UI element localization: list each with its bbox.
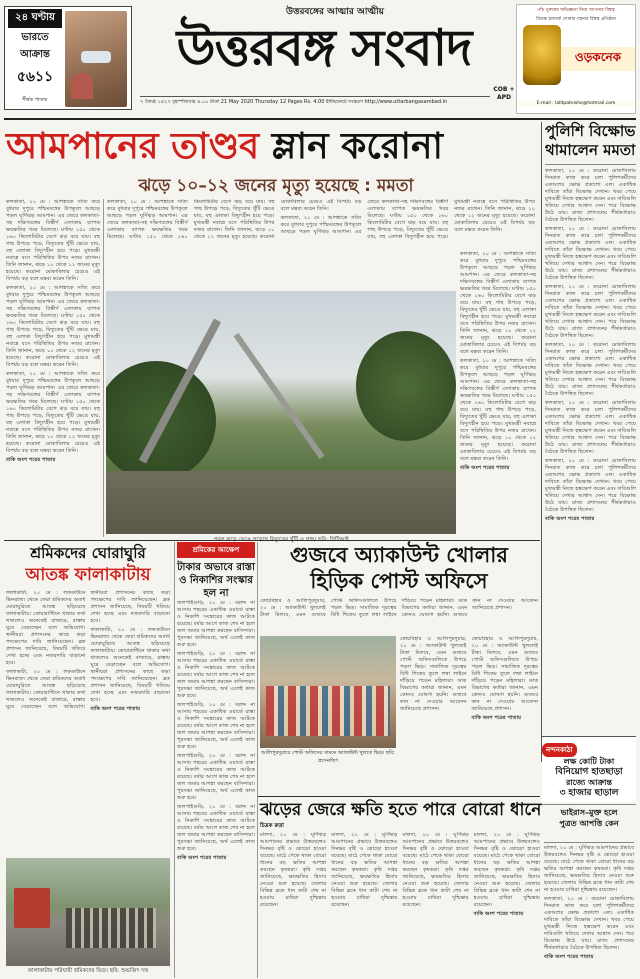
lead-body-right-text: কলকাতা, ২০ মে : আশঙ্কাকে সত্যি করে বুধবার দুপুরে পশ্চিমবঙ্গের উপকূলে আছড়ে পড়ল ঘূর্ণিঝড় আমপান। এর জেরে কলকাতা-সহ দক্ষিণবঙ্গের বিস্তীর্ণ এলাকায় ব্যাপক ক্ষয়ক্ষতির খবর মিলেছে। ঘণ্টায় ১৫০ থেকে ১৬০ কিলোমিটার বেগে ঝড় বয়ে যায়। বহু গাছ উপড়ে পড়ে, বিদ্যুতের খুঁটি ভেঙে যায়, বহু এলাকা বিদ্যুৎহীন হয়ে পড়ে। মুখ্যমন্ত্রী নবান্নে বসে পরিস্থিতির উপর নজর রাখেন। তিনি জানান, ঝড়ে ১০ থেকে ১২ জনের মৃত্যু হয়েছে। করোনা মোকাবিলার চেয়েও এই বিপর্যয় বড় বলে মন্তব্য করেন তিনি। <box>460 251 536 355</box>
lead-cont: বাকি অংশ পরের পাতায় <box>6 457 56 463</box>
paddy-body-text3: মালদা, ২০ মে : ঘূর্ণিঝড় আমপানের প্রভাবে উত্তরবঙ্গেও দিনভর বৃষ্টি ও ঝোড়ো হাওয়া বয়েছে। মাঠে পেকে থাকা বোরো ধানের বড় ক্ষতির আশঙ্কা করছেন কৃষকরা। কৃষি দপ্তর জানিয়েছে, ক্ষয়ক্ষতির হিসাব নেওয়া শুরু হয়েছে। জেলার বিভিন্ন ব্লকে ধান কাটা শেষ না হওয়ায় চাষিরা দুশ্চিন্তায় রয়েছেন। <box>402 832 469 908</box>
right-body-text2: কলকাতা, ২০ মে : করোনা মোকাবিলায় দিনরাত কাজ করে চলা পুলিশকর্মীদের একাংশের ক্ষোভ প্রকাশ্যে এল। একাধিক দাবিতে তাঁরা বিক্ষোভ দেখান। খবর পেয়ে মুখ্যমন্ত্রী নিজে হস্তক্ষেপ করেন এবং দাবিগুলি খতিয়ে দেখার আশ্বাস দেন। পরে বিক্ষোভ উঠে যায়। রাজ্য প্রশাসনের শীর্ষকর্তারাও বৈঠকে উপস্থিত ছিলেন। <box>545 226 636 281</box>
lead-body-left <box>6 199 100 537</box>
corona-box-text <box>8 9 62 105</box>
post-photo <box>260 636 396 748</box>
paddy-body-text2: মালদা, ২০ মে : ঘূর্ণিঝড় আমপানের প্রভাবে উত্তরবঙ্গেও দিনভর বৃষ্টি ও ঝোড়ো হাওয়া বয়েছে। মাঠে পেকে থাকা বোরো ধানের বড় ক্ষতির আশঙ্কা করছেন কৃষকরা। কৃষি দপ্তর জানিয়েছে, ক্ষয়ক্ষতির হিসাব নেওয়া শুরু হয়েছে। জেলার বিভিন্ন ব্লকে ধান কাটা শেষ না হওয়ায় চাষিরা দুশ্চিন্তায় রয়েছেন। <box>331 832 398 908</box>
post-body-right <box>400 636 538 776</box>
gold-jewellery-icon <box>523 25 561 85</box>
post-story <box>260 542 538 794</box>
lead-headline-b: ম্লান করোনা <box>271 125 443 167</box>
lead-body-mid-text2: কলকাতা, ২০ মে : আশঙ্কাকে সত্যি করে বুধবার দুপুরে পশ্চিমবঙ্গের উপকূলে আছড়ে পড়ল ঘূর্ণিঝড় আমপান। এর জেরে কলকাতা-সহ দক্ষিণবঙ্গের বিস্তীর্ণ এলাকায় ব্যাপক ক্ষয়ক্ষতির খবর মিলেছে। ঘণ্টায় ১৫০ থেকে ১৬০ কিলোমিটার বেগে ঝড় বয়ে যায়। বহু গাছ উপড়ে পড়ে, বিদ্যুতের খুঁটি ভেঙে যায়, বহু এলাকা বিদ্যুৎহীন হয়ে পড়ে। মুখ্যমন্ত্রী নবান্নে বসে পরিস্থিতির উপর নজর রাখেন। তিনি জানান, ঝড়ে ১০ থেকে ১২ জনের মৃত্যু হয়েছে। করোনা মোকাবিলার চেয়েও এই বিপর্যয় বড় বলে মন্তব্য করেন তিনি। <box>280 199 535 240</box>
lead-story <box>0 121 540 539</box>
right-body-text3: কলকাতা, ২০ মে : করোনা মোকাবিলায় দিনরাত কাজ করে চলা পুলিশকর্মীদের একাংশের ক্ষোভ প্রকাশ্যে এল। একাধিক দাবিতে তাঁরা বিক্ষোভ দেখান। খবর পেয়ে মুখ্যমন্ত্রী নিজে হস্তক্ষেপ করেন এবং দাবিগুলি খতিয়ে দেখার আশ্বাস দেন। পরে বিক্ষোভ উঠে যায়। রাজ্য প্রশাসনের শীর্ষকর্তারাও বৈঠকে উপস্থিত ছিলেন। <box>545 284 636 339</box>
paddy-body <box>260 832 540 976</box>
ad-text: বিশুদ্ধ হলমার্ক সোনার গহনার বিশ্বস্ত প্রতিষ্ঠান <box>536 17 616 22</box>
edition-mark: COB + APD <box>493 86 515 101</box>
ad-tag: পাঁচ পুরুষের অভিজ্ঞতা নিয়ে আপনার বিশ্বস্ত <box>537 8 615 13</box>
mid-rule <box>4 540 540 541</box>
masthead-dateline: ৭ জ্যৈষ্ঠ ১৪২৭ বৃহস্পতিবার ৪.০০ টাকা 21 May 2020 Thursday 12 Pages Rs. 4.00 ইন্টারনেটে সংস্করণ http://www.uttarbangasambad.in <box>140 99 448 105</box>
promo-headline-d: ৩ হাজার ছাড়াল <box>559 788 619 798</box>
money-body <box>177 600 255 974</box>
post-body-text2: কোচবিহার ও আলিপুরদুয়ার, ২০ মে : অ্যাকাউন্ট খুললেই টাকা মিলবে, এমন গুজবে পোস্ট অফিসগুলিতে উপচে পড়ল ভিড়। সামাজিক দূরত্বের বিধি শিকেয় তুলে লম্বা লাইনে দাঁড়িয়ে পড়েন মহিলারা। ডাক বিভাগের কর্তারা জানান, এমন কোনও ঘোষণা হয়নি। গুজবে কান না দেওয়ার আবেদন জানিয়েছে প্রশাসন। <box>400 636 467 712</box>
lead-body-repeat: কলকাতা, ২০ মে : আশঙ্কাকে সত্যি করে বুধবার দুপুরে পশ্চিমবঙ্গের উপকূলে আছড়ে পড়ল ঘূর্ণিঝড় আমপান। এর জেরে কলকাতা-সহ দক্ষিণবঙ্গের বিস্তীর্ণ এলাকায় ব্যাপক ক্ষয়ক্ষতির খবর মিলেছে। ঘণ্টায় ১৫০ থেকে ১৬০ কিলোমিটার বেগে ঝড় বয়ে যায়। বহু গাছ উপড়ে পড়ে, বিদ্যুতের খুঁটি ভেঙে যায়, বহু এলাকা বিদ্যুৎহীন হয়ে পড়ে। মুখ্যমন্ত্রী নবান্নে বসে পরিস্থিতির উপর নজর রাখেন। তিনি জানান, ঝড়ে ১০ থেকে ১২ জনের মৃত্যু হয়েছে। করোনা মোকাবিলার চেয়েও এই বিপর্যয় বড় বলে মন্তব্য করেন তিনি। <box>6 285 100 368</box>
top-rule <box>4 118 636 120</box>
paddy-body-text4: মালদা, ২০ মে : ঘূর্ণিঝড় আমপানের প্রভাবে উত্তরবঙ্গেও দিনভর বৃষ্টি ও ঝোড়ো হাওয়া বয়েছে। মাঠে পেকে থাকা বোরো ধানের বড় ক্ষতির আশঙ্কা করছেন কৃষকরা। কৃষি দপ্তর জানিয়েছে, ক্ষয়ক্ষতির হিসাব নেওয়া শুরু হয়েছে। জেলার বিভিন্ন ব্লকে ধান কাটা শেষ না হওয়ায় চাষিরা দুশ্চিন্তায় রয়েছেন। <box>473 832 540 908</box>
labour-story <box>4 542 172 978</box>
promo-box <box>542 736 636 802</box>
labour-col-rule <box>174 542 175 978</box>
lead-body: কলকাতা, ২০ মে : আশঙ্কাকে সত্যি করে বুধবার দুপুরে পশ্চিমবঙ্গের উপকূলে আছড়ে পড়ল ঘূর্ণিঝড় আমপান। এর জেরে কলকাতা-সহ দক্ষিণবঙ্গের বিস্তীর্ণ এলাকায় ব্যাপক ক্ষয়ক্ষতির খবর মিলেছে। ঘণ্টায় ১৫০ থেকে ১৬০ কিলোমিটার বেগে ঝড় বয়ে যায়। বহু গাছ উপড়ে পড়ে, বিদ্যুতের খুঁটি ভেঙে যায়, বহু এলাকা বিদ্যুৎহীন হয়ে পড়ে। মুখ্যমন্ত্রী নবান্নে বসে পরিস্থিতির উপর নজর রাখেন। তিনি জানান, ঝড়ে ১০ থেকে ১২ জনের মৃত্যু হয়েছে। করোনা মোকাবিলার চেয়েও এই বিপর্যয় বড় বলে মন্তব্য করেন তিনি। <box>6 199 100 282</box>
promo-headline-a: লক্ষ কোটি টাকা <box>563 757 615 766</box>
right-body-text4: কলকাতা, ২০ মে : করোনা মোকাবিলায় দিনরাত কাজ করে চলা পুলিশকর্মীদের একাংশের ক্ষোভ প্রকাশ্যে এল। একাধিক দাবিতে তাঁরা বিক্ষোভ দেখান। খবর পেয়ে মুখ্যমন্ত্রী নিজে হস্তক্ষেপ করেন এবং দাবিগুলি খতিয়ে দেখার আশ্বাস দেন। পরে বিক্ষোভ উঠে যায়। রাজ্য প্রশাসনের শীর্ষকর্তারাও বৈঠকে উপস্থিত ছিলেন। <box>545 342 636 397</box>
paddy-rule <box>258 796 540 797</box>
right-body-text: কলকাতা, ২০ মে : করোনা মোকাবিলায় দিনরাত কাজ করে চলা পুলিশকর্মীদের একাংশের ক্ষোভ প্রকাশ্যে এল। একাধিক দাবিতে তাঁরা বিক্ষোভ দেখান। খবর পেয়ে মুখ্যমন্ত্রী নিজে হস্তক্ষেপ করেন এবং দাবিগুলি খতিয়ে দেখার আশ্বাস দেন। পরে বিক্ষোভ উঠে যায়। রাজ্য প্রশাসনের শীর্ষকর্তারাও বৈঠকে উপস্থিত ছিলেন। <box>545 168 636 223</box>
promo-body <box>544 842 634 976</box>
labour-body-text2: ফালাকাটা, ২০ মে : লকডাউনে ভিনরাজ্য থেকে ফেরা শ্রমিকদের অবাধ ঘোরাঘুরিতে আতঙ্ক ছড়িয়েছে ফালাকাটায়। কোয়ারান্টিনে থাকার কথা থাকলেও অনেকেই বাজারে, রাস্তায় ঘুরে বেড়াচ্ছেন বলে অভিযোগ। স্থানীয়রা প্রশাসনের কাছে কড়া পদক্ষেপের দাবি জানিয়েছেন। ব্লক প্রশাসন জানিয়েছে, বিষয়টি খতিয়ে দেখা হচ্ছে এবং নজরদারি বাড়ানো হবে। <box>6 590 170 710</box>
promo-headline-f: পুত্রত আপত্তি কেন <box>559 819 619 828</box>
lead-col-rule <box>103 199 104 537</box>
corona-ref: শীর্ষক পাতায় <box>22 97 48 103</box>
post-body-top <box>260 598 538 634</box>
money-body-text3: জলপাইগুড়ি, ২০ মে : বরাদ্দ না আসায় শহরের একাধিক ওয়ার্ডে রাস্তা ও নিকাশি সংস্কারের কাজ আটকে রয়েছে। বর্ষার আগে কাজ শেষ না হলে জল জমার আশঙ্কা করছেন বাসিন্দারা। পুরসভা জানিয়েছে, অর্থ এলেই কাজ শুরু হবে। <box>177 702 255 750</box>
lead-photo <box>106 291 456 534</box>
promo-headline-e: ভাইরাস–মুক্ত হলে <box>560 808 618 817</box>
mask-photo <box>65 11 127 107</box>
masthead-tagline: উত্তরবঙ্গের আত্মার আত্মীয় <box>286 7 384 17</box>
labour-cont: বাকি অংশ পরের পাতায় <box>90 706 141 712</box>
promo-headline-b: বিনিয়োগ হাতছাড়া <box>555 767 623 777</box>
corona-count: ৫৬১১ <box>16 69 54 85</box>
labour-body-text3: ফালাকাটা, ২০ মে : লকডাউনে ভিনরাজ্য থেকে ফেরা শ্রমিকদের অবাধ ঘোরাঘুরিতে আতঙ্ক ছড়িয়েছে ফালাকাটায়। কোয়ারান্টিনে থাকার কথা থাকলেও অনেকেই বাজারে, রাস্তায় ঘুরে বেড়াচ্ছেন বলে অভিযোগ। স্থানীয়রা প্রশাসনের কাছে কড়া পদক্ষেপের দাবি জানিয়েছেন। ব্লক প্রশাসন জানিয়েছে, বিষয়টি খতিয়ে দেখা হচ্ছে এবং নজরদারি বাড়ানো হবে। <box>90 627 170 703</box>
paddy-body-text: মালদা, ২০ মে : ঘূর্ণিঝড় আমপানের প্রভাবে উত্তরবঙ্গেও দিনভর বৃষ্টি ও ঝোড়ো হাওয়া বয়েছে। মাঠে পেকে থাকা বোরো ধানের বড় ক্ষতির আশঙ্কা করছেন কৃষকরা। কৃষি দপ্তর জানিয়েছে, ক্ষয়ক্ষতির হিসাব নেওয়া শুরু হয়েছে। জেলার বিভিন্ন ব্লকে ধান কাটা শেষ না হওয়ায় চাষিরা দুশ্চিন্তায় রয়েছেন। <box>260 832 327 908</box>
paddy-story <box>260 798 540 978</box>
ad-email: E-mail : lalltpatnisho@hotmail.com <box>517 101 635 106</box>
child-figure <box>71 73 93 99</box>
lead-body-mid-text: কলকাতা, ২০ মে : আশঙ্কাকে সত্যি করে বুধবার দুপুরে পশ্চিমবঙ্গের উপকূলে আছড়ে পড়ল ঘূর্ণিঝড় আমপান। এর জেরে কলকাতা-সহ দক্ষিণবঙ্গের বিস্তীর্ণ এলাকায় ব্যাপক ক্ষয়ক্ষতির খবর মিলেছে। ঘণ্টায় ১৫০ থেকে ১৬০ কিলোমিটার বেগে ঝড় বয়ে যায়। বহু গাছ উপড়ে পড়ে, বিদ্যুতের খুঁটি ভেঙে যায়, বহু এলাকা বিদ্যুৎহীন হয়ে পড়ে। মুখ্যমন্ত্রী নবান্নে বসে পরিস্থিতির উপর নজর রাখেন। তিনি জানান, ঝড়ে ১০ থেকে ১২ জনের মৃত্যু হয়েছে। করোনা মোকাবিলার চেয়েও এই বিপর্যয় বড় বলে মন্তব্য করেন তিনি। <box>107 199 362 240</box>
promo-body-text: মালদা, ২০ মে : ঘূর্ণিঝড় আমপানের প্রভাবে উত্তরবঙ্গেও দিনভর বৃষ্টি ও ঝোড়ো হাওয়া বয়েছে। মাঠে পেকে থাকা বোরো ধানের বড় ক্ষতির আশঙ্কা করছেন কৃষকরা। কৃষি দপ্তর জানিয়েছে, ক্ষয়ক্ষতির হিসাব নেওয়া শুরু হয়েছে। জেলার বিভিন্ন ব্লকে ধান কাটা শেষ না হওয়ায় চাষিরা দুশ্চিন্তায় রয়েছেন। <box>544 845 634 893</box>
queue-figures <box>266 686 390 736</box>
right-body-text6: কলকাতা, ২০ মে : করোনা মোকাবিলায় দিনরাত কাজ করে চলা পুলিশকর্মীদের একাংশের ক্ষোভ প্রকাশ্যে এল। একাধিক দাবিতে তাঁরা বিক্ষোভ দেখান। খবর পেয়ে মুখ্যমন্ত্রী নিজে হস্তক্ষেপ করেন এবং দাবিগুলি খতিয়ে দেখার আশ্বাস দেন। পরে বিক্ষোভ উঠে যায়। রাজ্য প্রশাসনের শীর্ষকর্তারাও বৈঠকে উপস্থিত ছিলেন। <box>545 458 636 513</box>
masthead-title: উত্তরবঙ্গ সংবাদ <box>176 18 472 77</box>
road <box>106 471 456 534</box>
labour-photo <box>6 858 170 966</box>
lead-subhead: ঝড়ে ১০–১২ জনের মৃত্যু হয়েছে : মমতা <box>138 176 414 196</box>
right-column <box>545 122 636 762</box>
ad-brand: ওড়কনেক <box>561 47 635 71</box>
promo-brand: নন্দনকাঠা <box>542 743 577 757</box>
lead-headline <box>6 121 538 171</box>
right-body-text5: কলকাতা, ২০ মে : করোনা মোকাবিলায় দিনরাত কাজ করে চলা পুলিশকর্মীদের একাংশের ক্ষোভ প্রকাশ্যে এল। একাধিক দাবিতে তাঁরা বিক্ষোভ দেখান। খবর পেয়ে মুখ্যমন্ত্রী নিজে হস্তক্ষেপ করেন এবং দাবিগুলি খতিয়ে দেখার আশ্বাস দেন। পরে বিক্ষোভ উঠে যায়। রাজ্য প্রশাসনের শীর্ষকর্তারাও বৈঠকে উপস্থিত ছিলেন। <box>545 400 636 455</box>
right-cont: বাকি অংশ পরের পাতায় <box>545 516 595 522</box>
post-headline-b: হিড়িক পোস্ট অফিসে <box>310 568 488 593</box>
masthead <box>0 0 640 118</box>
labour-body <box>6 590 170 800</box>
corona-line1: ২৪ ঘণ্টায় <box>8 9 62 28</box>
paddy-headline: ঝড়ের জেরে ক্ষতি হতে পারে বোরো ধানে <box>260 800 542 820</box>
money-cont: বাকি অংশ পরের পাতায় <box>177 855 227 861</box>
lead-body-repeat2: কলকাতা, ২০ মে : আশঙ্কাকে সত্যি করে বুধবার দুপুরে পশ্চিমবঙ্গের উপকূলে আছড়ে পড়ল ঘূর্ণিঝড় আমপান। এর জেরে কলকাতা-সহ দক্ষিণবঙ্গের বিস্তীর্ণ এলাকায় ব্যাপক ক্ষয়ক্ষতির খবর মিলেছে। ঘণ্টায় ১৫০ থেকে ১৬০ কিলোমিটার বেগে ঝড় বয়ে যায়। বহু গাছ উপড়ে পড়ে, বিদ্যুতের খুঁটি ভেঙে যায়, বহু এলাকা বিদ্যুৎহীন হয়ে পড়ে। মুখ্যমন্ত্রী নবান্নে বসে পরিস্থিতির উপর নজর রাখেন। তিনি জানান, ঝড়ে ১০ থেকে ১২ জনের মৃত্যু হয়েছে। করোনা মোকাবিলার চেয়েও এই বিপর্যয় বড় বলে মন্তব্য করেন তিনি। <box>6 371 100 454</box>
lead-body-mid <box>107 199 535 249</box>
right-body <box>545 168 636 758</box>
post-headline-a: গুজবে অ্যাকাউন্ট খোলার <box>290 542 508 567</box>
ad-topright <box>516 4 636 114</box>
promo-box-2 <box>542 804 636 840</box>
paddy-cont: বাকি অংশ পরের পাতায় <box>473 911 524 917</box>
masthead-rule <box>140 96 490 97</box>
money-story <box>177 542 255 978</box>
right-headline: পুলিশি বিক্ষোভ থামালেন মমতা <box>545 122 636 159</box>
right-col-rule <box>541 122 542 762</box>
crowd-figures <box>66 908 156 948</box>
labour-body-text: ফালাকাটা, ২০ মে : লকডাউনে ভিনরাজ্য থেকে ফেরা শ্রমিকদের অবাধ ঘোরাঘুরিতে আতঙ্ক ছড়িয়েছে ফালাকাটায়। কোয়ারান্টিনে থাকার কথা থাকলেও অনেকেই বাজারে, রাস্তায় ঘুরে বেড়াচ্ছেন বলে অভিযোগ। স্থানীয়রা প্রশাসনের কাছে কড়া পদক্ষেপের দাবি জানিয়েছেন। ব্লক প্রশাসন জানিয়েছে, বিষয়টি খতিয়ে দেখা হচ্ছে এবং নজরদারি বাড়ানো হবে। <box>6 590 86 666</box>
promo-body-text2: কলকাতা, ২০ মে : করোনা মোকাবিলায় দিনরাত কাজ করে চলা পুলিশকর্মীদের একাংশের ক্ষোভ প্রকাশ্যে এল। একাধিক দাবিতে তাঁরা বিক্ষোভ দেখান। খবর পেয়ে মুখ্যমন্ত্রী নিজে হস্তক্ষেপ করেন এবং দাবিগুলি খতিয়ে দেখার আশ্বাস দেন। পরে বিক্ষোভ উঠে যায়। রাজ্য প্রশাসনের শীর্ষকর্তারাও বৈঠকে উপস্থিত ছিলেন। <box>544 896 634 951</box>
post-photo-caption: আলিপুরদুয়ারে পোস্ট অফিসের সামনে অ্যাকাউন্ট খুলতে ভিড়। ছবি: প্রসেনজিৎ <box>261 750 395 764</box>
lead-body-right-text2: কলকাতা, ২০ মে : আশঙ্কাকে সত্যি করে বুধবার দুপুরে পশ্চিমবঙ্গের উপকূলে আছড়ে পড়ল ঘূর্ণিঝড় আমপান। এর জেরে কলকাতা-সহ দক্ষিণবঙ্গের বিস্তীর্ণ এলাকায় ব্যাপক ক্ষয়ক্ষতির খবর মিলেছে। ঘণ্টায় ১৫০ থেকে ১৬০ কিলোমিটার বেগে ঝড় বয়ে যায়। বহু গাছ উপড়ে পড়ে, বিদ্যুতের খুঁটি ভেঙে যায়, বহু এলাকা বিদ্যুৎহীন হয়ে পড়ে। মুখ্যমন্ত্রী নবান্নে বসে পরিস্থিতির উপর নজর রাখেন। তিনি জানান, ঝড়ে ১০ থেকে ১২ জনের মৃত্যু হয়েছে। করোনা মোকাবিলার চেয়েও এই বিপর্যয় বড় বলে মন্তব্য করেন তিনি। <box>460 358 536 462</box>
lead-headline-a: আমপানের তাণ্ডব <box>6 125 260 167</box>
labour-headline-a: শ্রমিকদের ঘোরাঘুরি <box>30 544 146 562</box>
right-headline-rule <box>545 164 636 165</box>
mask-icon <box>81 51 111 63</box>
post-cont: বাকি অংশ পরের পাতায় <box>471 715 522 721</box>
corona-line2: ভারতে <box>21 32 49 43</box>
post-body-text: কোচবিহার ও আলিপুরদুয়ার, ২০ মে : অ্যাকাউন্ট খুললেই টাকা মিলবে, এমন গুজবে পোস্ট অফিসগুলিতে উপচে পড়ল ভিড়। সামাজিক দূরত্বের বিধি শিকেয় তুলে লম্বা লাইনে দাঁড়িয়ে পড়েন মহিলারা। ডাক বিভাগের কর্তারা জানান, এমন কোনও ঘোষণা হয়নি। গুজবে কান না দেওয়ার আবেদন জানিয়েছে প্রশাসন। <box>260 598 538 618</box>
promo-cont: বাকি অংশ পরের পাতায় <box>544 954 594 960</box>
money-headline: টাকার অভাবে রাস্তা ও নিকাশির সংস্কার হল না <box>177 562 255 599</box>
broken-pole-2 <box>234 333 325 459</box>
money-body-text: জলপাইগুড়ি, ২০ মে : বরাদ্দ না আসায় শহরের একাধিক ওয়ার্ডে রাস্তা ও নিকাশি সংস্কারের কাজ আটকে রয়েছে। বর্ষার আগে কাজ শেষ না হলে জল জমার আশঙ্কা করছেন বাসিন্দারা। পুরসভা জানিয়েছে, অর্থ এলেই কাজ শুরু হবে। <box>177 600 255 648</box>
money-body-text2: জলপাইগুড়ি, ২০ মে : বরাদ্দ না আসায় শহরের একাধিক ওয়ার্ডে রাস্তা ও নিকাশি সংস্কারের কাজ আটকে রয়েছে। বর্ষার আগে কাজ শেষ না হলে জল জমার আশঙ্কা করছেন বাসিন্দারা। পুরসভা জানিয়েছে, অর্থ এলেই কাজ শুরু হবে। <box>177 651 255 699</box>
labour-headline-b: আতঙ্ক ফালাকাটায় <box>25 565 151 585</box>
corona-box <box>4 6 132 110</box>
post-body-text3: কোচবিহার ও আলিপুরদুয়ার, ২০ মে : অ্যাকাউন্ট খুললেই টাকা মিলবে, এমন গুজবে পোস্ট অফিসগুলিতে উপচে পড়ল ভিড়। সামাজিক দূরত্বের বিধি শিকেয় তুলে লম্বা লাইনে দাঁড়িয়ে পড়েন মহিলারা। ডাক বিভাগের কর্তারা জানান, এমন কোনও ঘোষণা হয়নি। গুজবে কান না দেওয়ার আবেদন জানিয়েছে প্রশাসন। <box>471 636 538 712</box>
lead-body-right <box>460 251 536 537</box>
money-kicker: শ্রমিকের আক্ষেপ <box>177 542 255 558</box>
money-body-text5: জলপাইগুড়ি, ২০ মে : বরাদ্দ না আসায় শহরের একাধিক ওয়ার্ডে রাস্তা ও নিকাশি সংস্কারের কাজ আটকে রয়েছে। বর্ষার আগে কাজ শেষ না হলে জল জমার আশঙ্কা করছেন বাসিন্দারা। পুরসভা জানিয়েছে, অর্থ এলেই কাজ শুরু হবে। <box>177 804 255 852</box>
paddy-kicker: চিত্রক রুদ্রা <box>260 823 284 829</box>
tree-right <box>356 331 456 441</box>
lead-cont-2: বাকি অংশ পরের পাতায় <box>460 465 510 471</box>
labour-photo-caption: ফালাকাটায় পরিযায়ী শ্রমিকদের ভিড়। ছবি: শুভজিৎ দত্ত <box>27 968 149 974</box>
truck-icon <box>14 888 50 928</box>
promo-headline-c: রাজ্যে আক্রান্ত <box>565 778 613 787</box>
money-col-rule <box>257 542 258 978</box>
money-body-text4: জলপাইগুড়ি, ২০ মে : বরাদ্দ না আসায় শহরের একাধিক ওয়ার্ডে রাস্তা ও নিকাশি সংস্কারের কাজ আটকে রয়েছে। বর্ষার আগে কাজ শেষ না হলে জল জমার আশঙ্কা করছেন বাসিন্দারা। পুরসভা জানিয়েছে, অর্থ এলেই কাজ শুরু হবে। <box>177 753 255 801</box>
corona-line3: আক্রান্ত <box>20 49 50 60</box>
